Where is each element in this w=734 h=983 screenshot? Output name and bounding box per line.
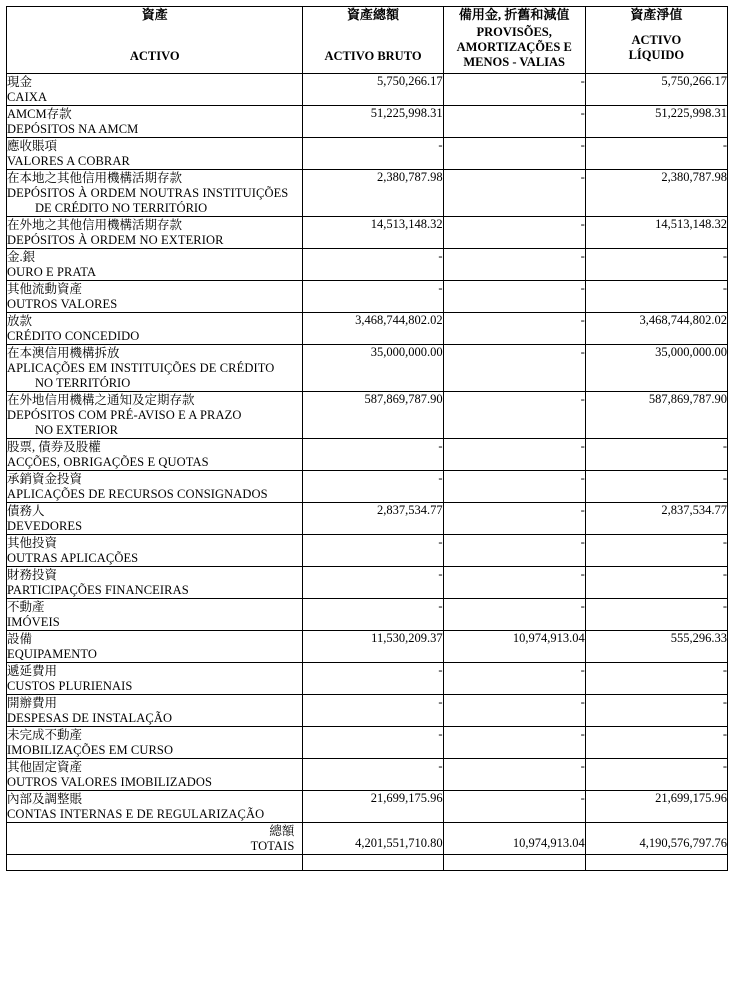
net-amount: -: [722, 727, 727, 741]
net-amount: -: [722, 599, 727, 613]
gross-amount: -: [438, 663, 443, 677]
provision-amount: -: [580, 599, 585, 613]
table-tail-row: [7, 855, 728, 871]
net-amount: -: [722, 567, 727, 581]
gross-amount-cell: [303, 217, 443, 249]
gross-amount-cell: [303, 599, 443, 631]
table-row: [7, 471, 728, 503]
provision-amount: 10,974,913.04: [512, 631, 585, 645]
column-header-provisoes-cn: 備用金, 折舊和減值: [458, 7, 570, 22]
provision-amount-cell: [443, 727, 585, 759]
net-amount-cell: [585, 663, 727, 695]
totals-gross-amount-cell: [303, 823, 443, 855]
gross-amount: 2,837,534.77: [376, 503, 443, 517]
table-row: [7, 535, 728, 567]
totals-net-amount: 4,190,576,797.76: [639, 836, 727, 850]
column-header-activo-bruto-cn: 資產總額: [346, 7, 399, 22]
net-amount: 14,513,148.32: [655, 217, 727, 231]
provision-amount: -: [580, 727, 585, 741]
column-header-activo-liquido: [585, 7, 727, 74]
asset-label-cell: [7, 439, 303, 471]
gross-amount-cell: [303, 631, 443, 663]
provision-amount: -: [580, 535, 585, 549]
provision-amount-cell: [443, 631, 585, 663]
gross-amount-cell: [303, 281, 443, 313]
column-header-provisoes-pt-line2: AMORTIZAÇÕES E: [456, 40, 572, 54]
provision-amount-cell: [443, 503, 585, 535]
asset-label-cell: [7, 281, 303, 313]
provision-amount-cell: [443, 759, 585, 791]
provision-amount: -: [580, 567, 585, 581]
column-header-activo: [7, 7, 303, 74]
column-header-provisoes-pt-line3: MENOS - VALIAS: [463, 55, 566, 69]
asset-label-cell: [7, 535, 303, 567]
gross-amount-cell: [303, 138, 443, 170]
provision-amount: -: [580, 471, 585, 485]
gross-amount: 21,699,175.96: [370, 791, 443, 805]
net-amount-cell: [585, 249, 727, 281]
gross-amount-cell: [303, 503, 443, 535]
asset-label-cn: 其他投資: [7, 536, 58, 550]
asset-label-cell: [7, 249, 303, 281]
table-row: [7, 567, 728, 599]
asset-label-pt: DEPÓSITOS À ORDEM NO EXTERIOR: [7, 233, 224, 247]
asset-label-cell: [7, 663, 303, 695]
asset-label-cn: 在本澳信用機構拆放: [7, 346, 120, 360]
net-amount: 5,750,266.17: [661, 74, 727, 88]
provision-amount: -: [580, 74, 585, 88]
table-row: [7, 170, 728, 217]
provision-amount: -: [580, 791, 585, 805]
asset-label-pt: EQUIPAMENTO: [7, 647, 97, 661]
totals-gross-amount: 4,201,551,710.80: [355, 836, 443, 850]
provision-amount: -: [580, 106, 585, 120]
asset-label-cell: [7, 727, 303, 759]
provision-amount: -: [580, 439, 585, 453]
asset-label-pt-continued: DE CRÉDITO NO TERRITÓRIO: [35, 201, 208, 215]
gross-amount: -: [438, 439, 443, 453]
net-amount: -: [722, 535, 727, 549]
net-amount-cell: [585, 74, 727, 106]
net-amount-cell: [585, 345, 727, 392]
gross-amount-cell: [303, 663, 443, 695]
gross-amount: 2,380,787.98: [376, 170, 443, 184]
net-amount-cell: [585, 313, 727, 345]
asset-label-cell: [7, 217, 303, 249]
asset-label-cell: [7, 313, 303, 345]
table-row: [7, 392, 728, 439]
asset-label-cn: 其他固定資產: [7, 760, 83, 774]
provision-amount-cell: [443, 471, 585, 503]
asset-label-cn: 財務投資: [7, 568, 58, 582]
provision-amount-cell: [443, 281, 585, 313]
asset-label-cn: 債務人: [7, 504, 45, 518]
table-row: [7, 503, 728, 535]
gross-amount: -: [438, 535, 443, 549]
table-body: [7, 74, 728, 871]
asset-label-cn: 內部及調整賬: [7, 792, 83, 806]
asset-label-cell: [7, 392, 303, 439]
gross-amount-cell: [303, 106, 443, 138]
provision-amount: -: [580, 695, 585, 709]
table-tail-cell: [7, 855, 303, 871]
provision-amount-cell: [443, 106, 585, 138]
table-row: [7, 695, 728, 727]
provision-amount: -: [580, 392, 585, 406]
provision-amount-cell: [443, 170, 585, 217]
table-row: [7, 249, 728, 281]
table-row: [7, 791, 728, 823]
net-amount: 555,296.33: [670, 631, 727, 645]
balance-sheet-page: [0, 6, 734, 983]
provision-amount: -: [580, 170, 585, 184]
totals-row: [7, 823, 728, 855]
provision-amount-cell: [443, 74, 585, 106]
net-amount: 3,468,744,802.02: [639, 313, 727, 327]
table-row: [7, 599, 728, 631]
net-amount: 2,837,534.77: [661, 503, 727, 517]
asset-label-cn: 遞延費用: [7, 664, 58, 678]
provision-amount-cell: [443, 567, 585, 599]
provision-amount-cell: [443, 791, 585, 823]
asset-label-cell: [7, 567, 303, 599]
provision-amount-cell: [443, 313, 585, 345]
asset-label-cn: 在外地信用機構之通知及定期存款: [7, 393, 195, 407]
net-amount: -: [722, 695, 727, 709]
asset-label-pt: IMOBILIZAÇÕES EM CURSO: [7, 743, 174, 757]
provision-amount-cell: [443, 695, 585, 727]
gross-amount-cell: [303, 345, 443, 392]
net-amount-cell: [585, 599, 727, 631]
asset-label-pt: DEPÓSITOS NA AMCM: [7, 122, 139, 136]
provision-amount: -: [580, 759, 585, 773]
provision-amount: -: [580, 503, 585, 517]
gross-amount-cell: [303, 249, 443, 281]
asset-label-pt-continued: NO TERRITÓRIO: [35, 376, 131, 390]
net-amount-cell: [585, 170, 727, 217]
asset-label-pt: OURO E PRATA: [7, 265, 97, 279]
provision-amount: -: [580, 663, 585, 677]
asset-label-cn: 設備: [7, 632, 33, 646]
asset-label-pt: OUTROS VALORES IMOBILIZADOS: [7, 775, 213, 789]
gross-amount: 3,468,744,802.02: [355, 313, 443, 327]
gross-amount: 587,869,787.90: [364, 392, 443, 406]
gross-amount: -: [438, 599, 443, 613]
net-amount: -: [722, 663, 727, 677]
column-header-provisoes: [443, 7, 585, 74]
asset-label-cell: [7, 471, 303, 503]
net-amount-cell: [585, 567, 727, 599]
gross-amount-cell: [303, 567, 443, 599]
gross-amount-cell: [303, 695, 443, 727]
gross-amount: -: [438, 759, 443, 773]
asset-label-pt: CAIXA: [7, 90, 48, 104]
asset-label-pt: OUTRAS APLICAÇÕES: [7, 551, 139, 565]
column-header-activo-pt: ACTIVO: [129, 49, 180, 63]
gross-amount: -: [438, 695, 443, 709]
asset-label-pt: CUSTOS PLURIENAIS: [7, 679, 133, 693]
provision-amount: -: [580, 249, 585, 263]
asset-label-cell: [7, 74, 303, 106]
asset-label-cn: 金.銀: [7, 250, 36, 264]
gross-amount-cell: [303, 535, 443, 567]
asset-label-cn: 其他流動資產: [7, 282, 83, 296]
asset-label-cell: [7, 695, 303, 727]
provision-amount: -: [580, 345, 585, 359]
table-row: [7, 727, 728, 759]
table-row: [7, 106, 728, 138]
asset-label-cell: [7, 170, 303, 217]
totals-label-pt: TOTAIS: [250, 839, 295, 853]
gross-amount: -: [438, 567, 443, 581]
asset-label-cn: 在本地之其他信用機構活期存款: [7, 171, 183, 185]
asset-label-cn: 放款: [7, 314, 33, 328]
table-row: [7, 631, 728, 663]
table-tail-cell: [303, 855, 443, 871]
net-amount-cell: [585, 631, 727, 663]
asset-label-cell: [7, 759, 303, 791]
asset-label-pt: APLICAÇÕES EM INSTITUIÇÕES DE CRÉDITO: [7, 361, 275, 375]
net-amount-cell: [585, 217, 727, 249]
provision-amount-cell: [443, 249, 585, 281]
table-header: [7, 7, 728, 74]
asset-label-pt: DESPESAS DE INSTALAÇÃO: [7, 711, 173, 725]
header-row: [7, 7, 728, 74]
net-amount-cell: [585, 471, 727, 503]
net-amount: -: [722, 471, 727, 485]
gross-amount: 51,225,998.31: [370, 106, 443, 120]
asset-label-pt: CONTAS INTERNAS E DE REGULARIZAÇÃO: [7, 807, 265, 821]
net-amount: 587,869,787.90: [648, 392, 727, 406]
table-row: [7, 313, 728, 345]
asset-label-cn: 承銷資金投資: [7, 472, 83, 486]
gross-amount: 11,530,209.37: [371, 631, 443, 645]
gross-amount-cell: [303, 313, 443, 345]
asset-label-cell: [7, 503, 303, 535]
net-amount: 21,699,175.96: [655, 791, 727, 805]
net-amount-cell: [585, 138, 727, 170]
net-amount-cell: [585, 503, 727, 535]
column-header-activo-liquido-cn: 資產淨值: [630, 7, 683, 22]
gross-amount-cell: [303, 74, 443, 106]
asset-label-cn: 開辦費用: [7, 696, 58, 710]
table-row: [7, 281, 728, 313]
asset-label-cn: 股票, 債券及股權: [7, 440, 101, 454]
column-header-activo-liquido-pt-line1: ACTIVO: [631, 33, 682, 47]
asset-label-pt-continued: NO EXTERIOR: [35, 423, 118, 437]
table-tail-cell: [585, 855, 727, 871]
provision-amount-cell: [443, 138, 585, 170]
asset-label-pt: DEPÓSITOS COM PRÉ-AVISO E A PRAZO: [7, 408, 242, 422]
asset-label-cn: 應收賬項: [7, 139, 58, 153]
column-header-activo-bruto-pt: ACTIVO BRUTO: [324, 49, 422, 63]
asset-label-pt: CRÉDITO CONCEDIDO: [7, 329, 140, 343]
column-header-activo-cn: 資產: [141, 7, 168, 22]
net-amount-cell: [585, 281, 727, 313]
totals-label-cn: 總額: [269, 824, 295, 838]
asset-label-cell: [7, 599, 303, 631]
net-amount: -: [722, 281, 727, 295]
asset-label-pt: OUTROS VALORES: [7, 297, 118, 311]
net-amount-cell: [585, 695, 727, 727]
gross-amount: -: [438, 138, 443, 152]
totals-net-amount-cell: [585, 823, 727, 855]
net-amount: 35,000,000.00: [655, 345, 727, 359]
gross-amount: 14,513,148.32: [370, 217, 443, 231]
net-amount: -: [722, 759, 727, 773]
table-row: [7, 138, 728, 170]
net-amount-cell: [585, 759, 727, 791]
provision-amount: -: [580, 281, 585, 295]
totals-provision-amount-cell: [443, 823, 585, 855]
net-amount: -: [722, 439, 727, 453]
asset-label-cell: [7, 106, 303, 138]
net-amount-cell: [585, 392, 727, 439]
asset-label-cell: [7, 345, 303, 392]
asset-label-pt: VALORES A COBRAR: [7, 154, 130, 168]
table-row: [7, 439, 728, 471]
provision-amount-cell: [443, 439, 585, 471]
provision-amount-cell: [443, 217, 585, 249]
table-tail-cell: [443, 855, 585, 871]
asset-label-cell: [7, 631, 303, 663]
provision-amount: -: [580, 138, 585, 152]
provision-amount-cell: [443, 392, 585, 439]
asset-label-cell: [7, 791, 303, 823]
asset-label-cn: 現金: [7, 75, 33, 89]
asset-label-pt: DEPÓSITOS À ORDEM NOUTRAS INSTITUIÇÕES: [7, 186, 289, 200]
gross-amount: -: [438, 727, 443, 741]
asset-label-cn: AMCM存款: [7, 107, 72, 121]
asset-label-pt: ACÇÕES, OBRIGAÇÕES E QUOTAS: [7, 455, 209, 469]
gross-amount-cell: [303, 791, 443, 823]
asset-label-pt: APLICAÇÕES DE RECURSOS CONSIGNADOS: [7, 487, 268, 501]
table-row: [7, 217, 728, 249]
column-header-activo-liquido-pt-line2: LÍQUIDO: [628, 48, 685, 62]
asset-label-cn: 未完成不動產: [7, 728, 83, 742]
table-row: [7, 74, 728, 106]
provision-amount-cell: [443, 535, 585, 567]
totals-label-cell: [7, 823, 303, 855]
provision-amount-cell: [443, 345, 585, 392]
totals-provision-amount: 10,974,913.04: [512, 836, 585, 850]
table-row: [7, 663, 728, 695]
provision-amount: -: [580, 217, 585, 231]
gross-amount: -: [438, 281, 443, 295]
gross-amount-cell: [303, 439, 443, 471]
asset-label-pt: PARTICIPAÇÕES FINANCEIRAS: [7, 583, 189, 597]
assets-table: [6, 6, 728, 871]
gross-amount: -: [438, 249, 443, 263]
provision-amount-cell: [443, 599, 585, 631]
asset-label-pt: IMÓVEIS: [7, 615, 60, 629]
gross-amount-cell: [303, 727, 443, 759]
net-amount: 2,380,787.98: [661, 170, 727, 184]
gross-amount-cell: [303, 759, 443, 791]
provision-amount-cell: [443, 663, 585, 695]
table-row: [7, 759, 728, 791]
net-amount-cell: [585, 439, 727, 471]
net-amount-cell: [585, 791, 727, 823]
asset-label-cell: [7, 138, 303, 170]
net-amount: -: [722, 249, 727, 263]
gross-amount-cell: [303, 392, 443, 439]
column-header-provisoes-pt-line1: PROVISÕES,: [476, 25, 552, 39]
gross-amount: 35,000,000.00: [370, 345, 443, 359]
net-amount: 51,225,998.31: [655, 106, 727, 120]
net-amount: -: [722, 138, 727, 152]
net-amount-cell: [585, 727, 727, 759]
asset-label-cn: 在外地之其他信用機構活期存款: [7, 218, 183, 232]
table-row: [7, 345, 728, 392]
gross-amount: -: [438, 471, 443, 485]
asset-label-cn: 不動產: [7, 600, 45, 614]
gross-amount: 5,750,266.17: [376, 74, 443, 88]
provision-amount: -: [580, 313, 585, 327]
gross-amount-cell: [303, 170, 443, 217]
net-amount-cell: [585, 106, 727, 138]
column-header-activo-bruto: [303, 7, 443, 74]
gross-amount-cell: [303, 471, 443, 503]
asset-label-pt: DEVEDORES: [7, 519, 83, 533]
net-amount-cell: [585, 535, 727, 567]
